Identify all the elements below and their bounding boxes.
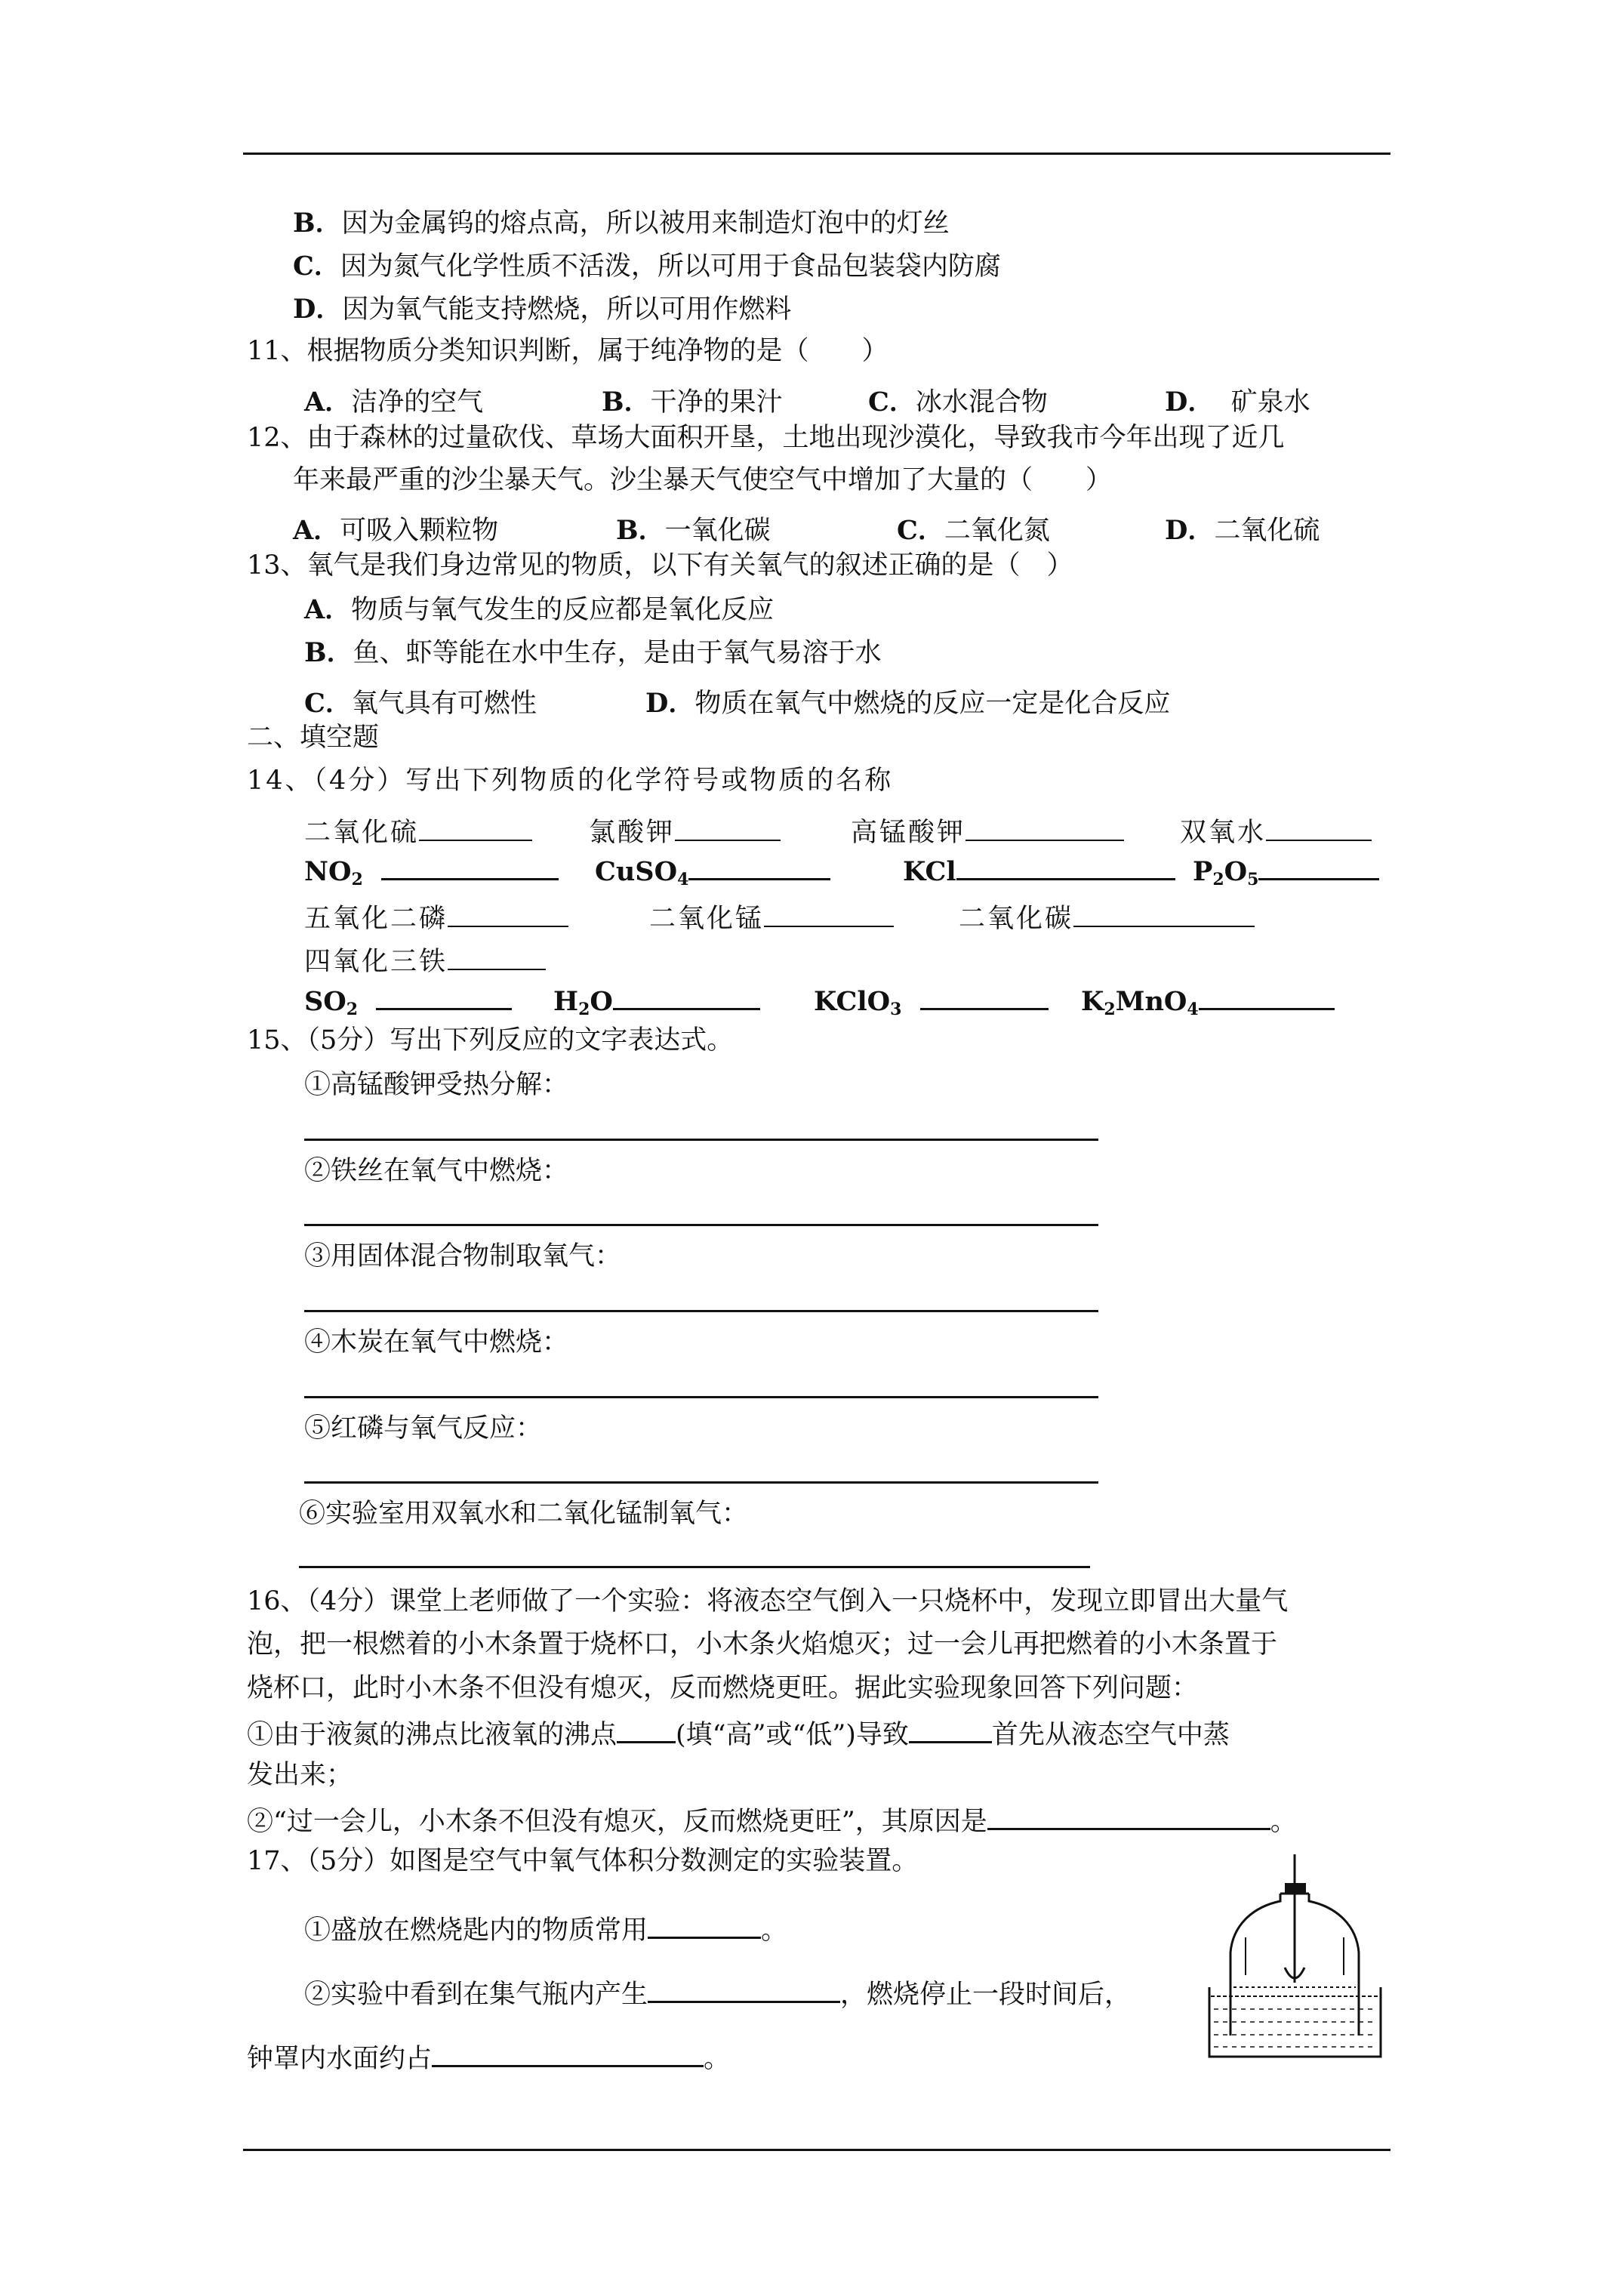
q14-r1-item1: 二氧化硫 [304, 812, 532, 849]
q14-r5-item4: $K_2MnO_4$ [1081, 985, 1335, 1019]
q14-r2-item1: $NO_2$ [304, 855, 559, 889]
answer-blank[interactable] [1199, 985, 1335, 1010]
q11-option-b: B．干净的果汁 [602, 387, 783, 418]
footer-rule [243, 2149, 1390, 2151]
q15-item-5: ⑤红磷与氧气反应： [304, 1413, 543, 1444]
answer-line[interactable] [299, 1566, 1090, 1568]
header-rule [243, 153, 1390, 155]
answer-blank[interactable] [381, 855, 559, 880]
answer-blank[interactable] [1266, 817, 1372, 841]
answer-line[interactable] [304, 1224, 1098, 1226]
q13-option-a: A．物质与氧气发生的反应都是氧化反应 [304, 594, 775, 625]
section-fill-in-title: 二、填空题 [247, 723, 380, 753]
q14-r1-item4: 双氧水 [1180, 812, 1372, 849]
answer-blank[interactable] [648, 1978, 840, 2003]
q15-item-1: ①高锰酸钾受热分解： [304, 1070, 569, 1100]
answer-blank[interactable] [613, 985, 760, 1010]
answer-blank[interactable] [688, 855, 830, 880]
answer-line[interactable] [304, 1481, 1098, 1484]
answer-line[interactable] [304, 1139, 1098, 1141]
q10-option-b: B．因为金属钨的熔点高，所以被用来制造灯泡中的灯丝 [293, 208, 950, 239]
q10-option-d: D．因为氧气能支持燃烧，所以可用作燃料 [293, 294, 792, 325]
q16-sub1-cont: 发出来； [247, 1760, 353, 1790]
stopper [1285, 1883, 1306, 1894]
answer-blank[interactable] [1073, 903, 1255, 927]
answer-line[interactable] [304, 1310, 1098, 1312]
q17-sub3: 钟罩内水面约占 。 [247, 2044, 731, 2074]
answer-blank[interactable] [448, 903, 568, 927]
q15-item-3: ③用固体混合物制取氧气： [304, 1241, 622, 1271]
answer-blank[interactable] [432, 2042, 704, 2067]
q16-sub1: ①由于液氮的沸点比液氧的沸点 (填“高”或“低”)导致 首先从液态空气中蒸 [247, 1720, 1230, 1750]
answer-blank[interactable] [617, 1718, 676, 1743]
q12-option-c: C．二氧化氮 [897, 515, 1050, 546]
q13-stem: 13、氧气是我们身边常见的物质，以下有关氧气的叙述正确的是（ ） [247, 550, 1073, 581]
q14-r1-item2: 氯酸钾 [589, 812, 781, 849]
q11-option-d: D． 矿泉水 [1165, 387, 1310, 418]
answer-blank[interactable] [987, 1805, 1270, 1830]
q17-stem: 17、（5分）如图是空气中氧气体积分数测定的实验装置。 [247, 1846, 919, 1876]
q14-r5-item2: $H_2O$ [553, 985, 760, 1019]
answer-blank[interactable] [956, 855, 1175, 880]
q12-stem-line2: 年来最严重的沙尘暴天气。沙尘暴天气使空气中增加了大量的（ ） [293, 465, 1113, 495]
q16-line1: 16、（4分）课堂上老师做了一个实验：将液态空气倒入一只烧杯中，发现立即冒出大量气 [247, 1586, 1289, 1616]
q13-option-c: C．氧气具有可燃性 [304, 688, 537, 719]
answer-blank[interactable] [764, 903, 894, 927]
q14-r4-item1: 四氧化三铁 [304, 941, 546, 978]
q10-option-c: C．因为氮气化学性质不活泼，所以可用于食品包装袋内防腐 [293, 251, 1001, 282]
oxygen-measurement-apparatus-figure [1206, 1854, 1384, 2062]
q14-r3-item3: 二氧化碳 [959, 898, 1255, 935]
q14-stem: 14、（4分）写出下列物质的化学符号或物质的名称 [247, 766, 894, 796]
q14-r3-item1: 五氧化二磷 [304, 898, 568, 935]
q12-option-d: D．二氧化硫 [1165, 515, 1320, 546]
answer-blank[interactable] [1258, 855, 1379, 880]
q17-sub1: ①盛放在燃烧匙内的物质常用 。 [304, 1915, 788, 1946]
answer-line[interactable] [304, 1396, 1098, 1398]
q14-r5-item1: $SO_2$ [304, 985, 512, 1019]
answer-blank[interactable] [909, 1718, 992, 1743]
q15-stem: 15、（5分）写出下列反应的文字表达式。 [247, 1025, 734, 1056]
q13-option-d: D．物质在氧气中燃烧的反应一定是化合反应 [645, 688, 1171, 719]
q13-option-b: B．鱼、虾等能在水中生存，是由于氧气易溶于水 [304, 637, 882, 668]
q12-option-a: A．可吸入颗粒物 [293, 515, 499, 546]
q14-r2-item2: CuSO$_4$ [595, 855, 830, 889]
answer-blank[interactable] [965, 817, 1124, 841]
q15-item-4: ④木炭在氧气中燃烧： [304, 1327, 569, 1358]
answer-blank[interactable] [675, 817, 781, 841]
answer-blank[interactable] [920, 985, 1049, 1010]
q16-line3: 烧杯口，此时小木条不但没有熄灭，反而燃烧更旺。据此实验现象回答下列问题： [247, 1673, 1199, 1703]
q14-r2-item3: KCl [903, 855, 1175, 887]
q16-line2: 泡，把一根燃着的小木条置于烧杯口，小木条火焰熄灭；过一会儿再把燃着的小木条置于 [247, 1629, 1278, 1660]
answer-blank[interactable] [648, 1914, 761, 1939]
q16-sub2: ②“过一会儿，小木条不但没有熄灭，反而燃烧更旺”，其原因是 。 [247, 1807, 1297, 1837]
q14-r3-item2: 二氧化锰 [649, 898, 894, 935]
q17-sub2: ②实验中看到在集气瓶内产生 ，燃烧停止一段时间后， [304, 1980, 1132, 2010]
q11-option-c: C．冰水混合物 [868, 387, 1048, 418]
answer-blank[interactable] [376, 985, 512, 1010]
answer-blank[interactable] [419, 817, 532, 841]
answer-blank[interactable] [448, 946, 546, 970]
q14-r2-item4: $P_2O_5$ [1193, 855, 1379, 889]
q12-option-b: B．一氧化碳 [616, 515, 771, 546]
q15-item-2: ②铁丝在氧气中燃烧： [304, 1156, 569, 1186]
q11-stem: 11、根据物质分类知识判断，属于纯净物的是（ ） [247, 336, 888, 366]
q14-r1-item3: 高锰酸钾 [851, 812, 1124, 849]
q12-stem-line1: 12、由于森林的过量砍伐、草场大面积开垦，土地出现沙漠化，导致我市今年出现了近几 [247, 423, 1285, 453]
q11-option-a: A．洁净的空气 [304, 387, 484, 418]
q14-r5-item3: KClO$_3$ [814, 985, 1049, 1019]
q15-item-6: ⑥实验室用双氧水和二氧化锰制氧气： [299, 1499, 749, 1529]
